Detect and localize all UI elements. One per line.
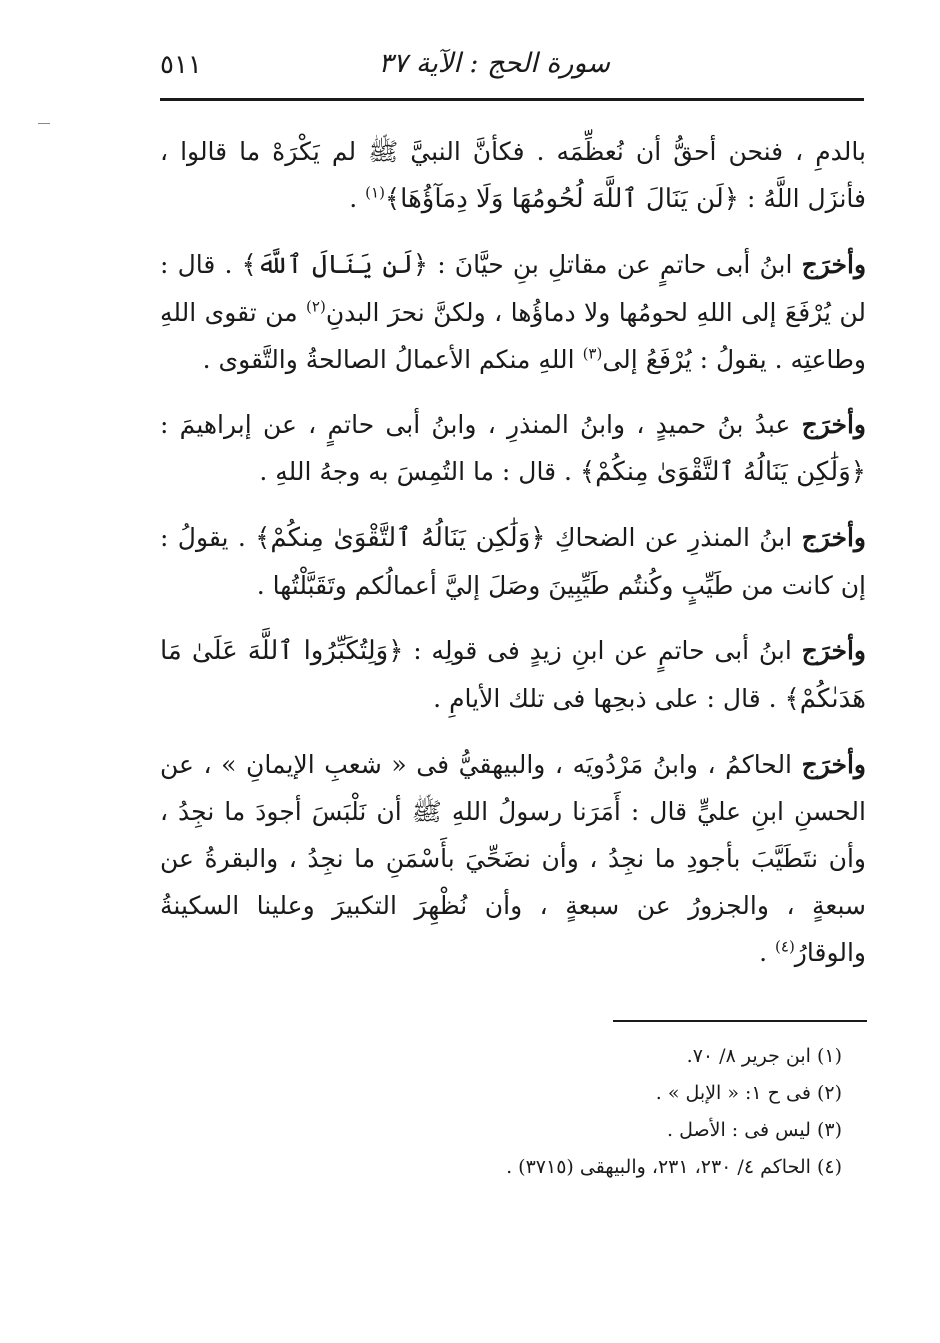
paragraph-lead: وأخرَج bbox=[801, 250, 867, 279]
footnote-ref: (٤) bbox=[775, 937, 795, 956]
quran-verse: ﴿لَن يَنَالَ ٱللَّهَ لُحُومُهَا وَلَا دِمَآؤُهَا﴾ bbox=[384, 184, 739, 214]
footnotes bbox=[160, 1038, 842, 1186]
footnote-2: (٢) فى ح ١: « الإبل » . bbox=[655, 1082, 842, 1104]
paragraph-text: . قال : لن يُرْفَعَ إلى اللهِ لحومُها ولا دماؤُها ، ولكنَّ نحرَ البدنِ bbox=[160, 250, 866, 327]
footnote-ref: (٣) bbox=[582, 344, 603, 363]
running-title: سورة الحج : الآية ٣٧ bbox=[378, 48, 610, 79]
footnote-ref: (١) bbox=[365, 183, 385, 202]
paragraph-text: بالدمِ ، فنحن أحقُّ أن نُعظِّمَه . فكأنَّ النبيَّ ﷺ لم يَكْرَهْ ما قالوا ، فأنزَل اللَّهُ : bbox=[160, 137, 866, 213]
margin-mark bbox=[38, 123, 50, 124]
paragraph-1 bbox=[160, 128, 866, 223]
paragraph-text: . يقولُ : إن كانت من طَيِّبٍ وكُنتُم طَيِّبِينَ وصَلَ إليَّ أعمالُكم وتَقَبَّلْتُها . bbox=[160, 523, 866, 600]
paragraph-text: ابنُ المنذرِ عن الضحاكِ bbox=[545, 523, 802, 552]
page-number: ٥١١ bbox=[160, 50, 202, 80]
footnote-1: (١) ابن جرير ٨/ ٧٠. bbox=[686, 1045, 842, 1067]
paragraph-6 bbox=[160, 741, 866, 976]
paragraph-text: عبدُ بنُ حميدٍ ، وابنُ المنذرِ ، وابنُ أبى حاتمٍ ، عن إبراهيمَ : bbox=[160, 410, 802, 439]
paragraph-text: . bbox=[349, 184, 366, 213]
paragraph-4 bbox=[160, 514, 866, 609]
paragraph-5 bbox=[160, 627, 866, 723]
paragraph-text: . قال : على ذبحِها فى تلك الأيامِ . bbox=[433, 684, 785, 713]
quran-verse: ﴿وَلِتُكَبِّرُوا ٱللَّهَ عَلَىٰ مَا هَدَىٰكُمْ﴾ bbox=[160, 636, 866, 714]
footnote-separator bbox=[613, 1020, 867, 1022]
paragraph-lead: وأخرَج bbox=[801, 750, 866, 779]
footnote-3: (٣) ليس فى : الأصل . bbox=[667, 1119, 842, 1141]
paragraph-text: الحاكمُ ، وابنُ مَرْدُويَه ، والبيهقيُّ فى « شعبِ الإيمانِ » ، عن الحسنِ ابنِ عليٍّ قال : أَمَرَنا رسولُ اللهِ ﷺ أن نَلْبَسَ أجودَ ما نجِدُ ، وأن نتَطَيَّبَ بأجودِ ما نجِدُ ، وأن نضَحِّيَ بأَسْمَنِ ما نجِدُ ، والبقرةُ عن سبعةٍ ، والجزورُ عن سبعةٍ ، وأن نُظْهِرَ التكبيرَ وعلينا السكينةُ والوقارُ bbox=[160, 750, 866, 967]
paragraph-text: من تقوى اللهِ وطاعتِه . يقولُ : يُرْفَعُ إلى bbox=[160, 298, 866, 374]
paragraph-lead: وأخرَج bbox=[801, 410, 866, 439]
paragraph-text: ابنُ أبى حاتمٍ عن مقاتلِ بنِ حيَّانَ : bbox=[428, 250, 802, 279]
footnote-ref: (٢) bbox=[306, 297, 326, 316]
paragraph-2 bbox=[160, 241, 866, 383]
paragraph-text: . bbox=[759, 938, 776, 967]
main-text bbox=[160, 128, 866, 994]
paragraph-text: ابنُ أبى حاتمٍ عن ابنِ زيدٍ فى قولِه : bbox=[403, 636, 802, 665]
quran-verse: ﴿وَلَٰكِن يَنَالُهُ ٱلتَّقْوَىٰ مِنكُمْ﴾ bbox=[255, 523, 546, 553]
paragraph-text: . قال : ما التُمِسَ به وجهُ اللهِ . bbox=[259, 457, 580, 486]
paragraph-lead: وأخرَج bbox=[801, 523, 866, 552]
quran-verse: ﴿لَن يَنَالَ ٱللَّهَ﴾ bbox=[241, 250, 429, 280]
quran-verse: ﴿وَلَٰكِن يَنَالُهُ ٱلتَّقْوَىٰ مِنكُمْ﴾ bbox=[579, 457, 866, 487]
paragraph-lead: وأخرَج bbox=[801, 636, 866, 665]
page-header bbox=[160, 40, 810, 98]
paragraph-3 bbox=[160, 401, 866, 496]
paragraph-text: اللهِ منكم الأعمالُ الصالحةُ والتَّقوى . bbox=[202, 345, 583, 374]
header-rule bbox=[160, 98, 864, 101]
footnote-4: (٤) الحاكم ٤/ ٢٣٠، ٢٣١، والبيهقى (٣٧١٥) . bbox=[506, 1156, 842, 1178]
